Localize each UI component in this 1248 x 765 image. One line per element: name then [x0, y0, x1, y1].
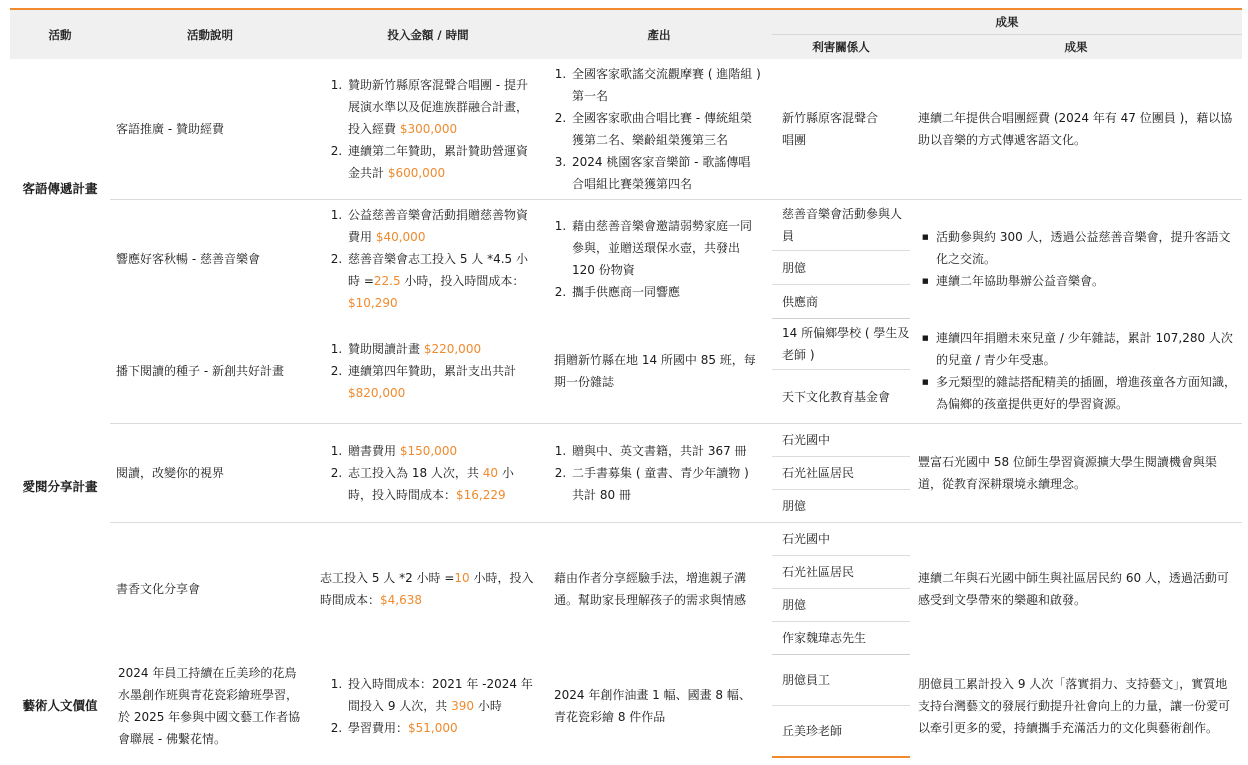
activity-description: 閱讀，改變你的視界 [110, 424, 310, 523]
list-item: ■ 多元類型的雜誌搭配精美的插圖，增進孩童各方面知識，為偏鄉的孩童提供更好的學習資源。 [936, 371, 1236, 415]
investment-cell: 志工投入 5 人 *2 小時 =10 小時，投入時間成本：$4,638 [310, 523, 546, 655]
list-item: 2. 學習費用：$51,000 [346, 717, 536, 739]
stakeholder-cell: 石光國中 [772, 523, 910, 556]
activity-description: 2024 年員工持續在丘美珍的花鳥水墨創作班與青花瓷彩繪班學習，於 2025 年參與中國文藝工作者協會聯展 - 佛繫花情。 [118, 665, 301, 746]
list-item: 2. 志工投入為 18 人次，共 40 小時，投入時間成本：$16,229 [346, 462, 536, 506]
list-item: ■ 連續二年協助舉辦公益音樂會。 [936, 270, 1236, 292]
list-item: 1. 全國客家歌謠交流觀摩賽 ( 進階組 ) 第一名 [570, 63, 762, 107]
stakeholder-cell: 朋億員工 [782, 673, 831, 687]
list-item: 2. 攜手供應商一同響應 [570, 281, 762, 303]
list-item: 1. 贈與中、英文書籍，共計 367 冊 [570, 440, 762, 462]
outcome-cell [910, 319, 1242, 424]
table-row [10, 319, 1242, 370]
stakeholder-cell: 朋億 [772, 251, 910, 285]
header-outcome: 成果 [772, 9, 1242, 35]
outcome-cell: 豐富石光國中 58 位師生學習資源擴大學生閱讀機會與渠道，從教育深耕環境永續理念。 [910, 424, 1242, 523]
investment-cell [310, 655, 546, 758]
header-output: 產出 [546, 9, 772, 59]
header-description: 活動說明 [110, 9, 310, 59]
stakeholder-cell: 石光社區居民 [772, 556, 910, 589]
outcome-cell [910, 200, 1242, 319]
investment-cell [310, 319, 546, 424]
stakeholder-cell: 供應商 [772, 285, 910, 319]
output-cell [546, 200, 772, 319]
plan-name: 客語傳遞計畫 [22, 180, 98, 196]
activity-description: 書香文化分享會 [110, 523, 310, 655]
table-row [10, 59, 1242, 200]
list-item: 2. 全國客家歌曲合唱比賽 - 傳統組榮獲第二名、樂齡組榮獲第三名 [570, 107, 762, 151]
stakeholder-cell: 新竹縣原客混聲合唱團 [782, 111, 879, 147]
table-row [10, 424, 1242, 457]
investment-cell [310, 200, 546, 319]
list-item: 1. 藉由慈善音樂會邀請弱勢家庭一同參與，並贈送環保水壺，共發出 120 份物資 [570, 215, 762, 281]
stakeholder-cell: 丘美珍老師 [772, 706, 910, 758]
activity-description: 播下閱讀的種子 - 新創共好計畫 [116, 363, 284, 378]
list-item: 3. 2024 桃園客家音樂節 - 歌謠傳唱合唱組比賽榮獲第四名 [570, 151, 762, 195]
list-item: ■ 活動參與約 300 人，透過公益慈善音樂會，提升客語文化之交流。 [936, 226, 1236, 270]
investment-cell [310, 59, 546, 200]
output-cell [546, 59, 772, 200]
header-outcome-sub: 成果 [910, 35, 1242, 60]
plan-name: 愛閱分享計畫 [22, 478, 98, 494]
impact-table [10, 8, 1242, 758]
activity-description: 響應好客秋暢 - 慈善音樂會 [110, 200, 310, 319]
stakeholder-cell: 朋億 [772, 589, 910, 622]
stakeholder-cell: 慈善音樂會活動參與人員 [772, 200, 910, 251]
list-item: 2. 二手書募集 ( 童書、青少年讀物 ) 共計 80 冊 [570, 462, 762, 506]
stakeholder-cell: 朋億 [772, 490, 910, 523]
list-item: 1. 公益慈善音樂會活動捐贈慈善物資費用 $40,000 [346, 204, 536, 248]
table-row [10, 200, 1242, 251]
list-item: 2. 慈善音樂會志工投入 5 人 *4.5 小時 =22.5 小時，投入時間成本：$10,290 [346, 248, 536, 314]
list-item: 1. 贊助閱讀計畫 $220,000 [346, 338, 536, 360]
investment-cell [310, 424, 546, 523]
list-item: 2. 連續第四年贊助，累計支出共計 $820,000 [346, 360, 536, 404]
table-row [10, 523, 1242, 556]
activity-description: 客語推廣 - 贊助經費 [116, 122, 224, 136]
outcome-cell: 連續二年提供合唱團經費 (2024 年有 47 位團員 )，藉以協助以音樂的方式傳遞客語文化。 [918, 111, 1233, 147]
output-cell: 2024 年創作油畫 1 幅、國畫 8 幅、青花瓷彩繪 8 件作品 [554, 687, 751, 724]
output-cell [546, 424, 772, 523]
outcome-cell: 朋億員工累計投入 9 人次「落實捐力、支持藝文」，實質地支持台灣藝文的發展行動提升社會向上的力量，讓一份愛可以牽引更多的愛，持續攜手充滿活力的文化與藝術創作。 [918, 676, 1231, 735]
header-investment: 投入金額 / 時間 [310, 9, 546, 59]
header-stakeholder: 利害關係人 [772, 35, 910, 60]
output-cell: 藉由作者分享經驗手法，增進親子溝通。幫助家長理解孩子的需求與情感 [546, 523, 772, 655]
list-item: 2. 連續第二年贊助，累計贊助營運資金共計 $600,000 [346, 140, 536, 184]
plan-name: 藝術人文價值 [22, 697, 98, 713]
output-cell: 捐贈新竹縣在地 14 所國中 85 班，每期一份雜誌 [554, 352, 756, 389]
list-item: 1. 贊助新竹縣原客混聲合唱團 - 提升展演水準以及促進族群融合計畫，投入經費 $300,000 [346, 74, 536, 140]
header-activity: 活動 [10, 9, 110, 59]
stakeholder-cell: 天下文化教育基金會 [772, 370, 910, 424]
stakeholder-cell: 石光社區居民 [772, 457, 910, 490]
impact-table-container [10, 8, 1242, 758]
outcome-cell: 連續二年與石光國中師生與社區居民約 60 人，透過活動可感受到文學帶來的樂趣和啟發。 [910, 523, 1242, 655]
list-item: 1. 贈書費用 $150,000 [346, 440, 536, 462]
list-item: 1. 投入時間成本：2021 年 -2024 年間投入 9 人次，共 390 小時 [346, 673, 536, 717]
stakeholder-cell: 石光國中 [772, 424, 910, 457]
table-row [10, 655, 1242, 706]
stakeholder-cell: 14 所偏鄉學校 ( 學生及老師 ) [782, 326, 910, 362]
list-item: ■ 連續四年捐贈未來兒童 / 少年雜誌，累計 107,280 人次的兒童 / 青少年受惠。 [936, 327, 1236, 371]
stakeholder-cell: 作家魏瑋志先生 [772, 622, 910, 655]
